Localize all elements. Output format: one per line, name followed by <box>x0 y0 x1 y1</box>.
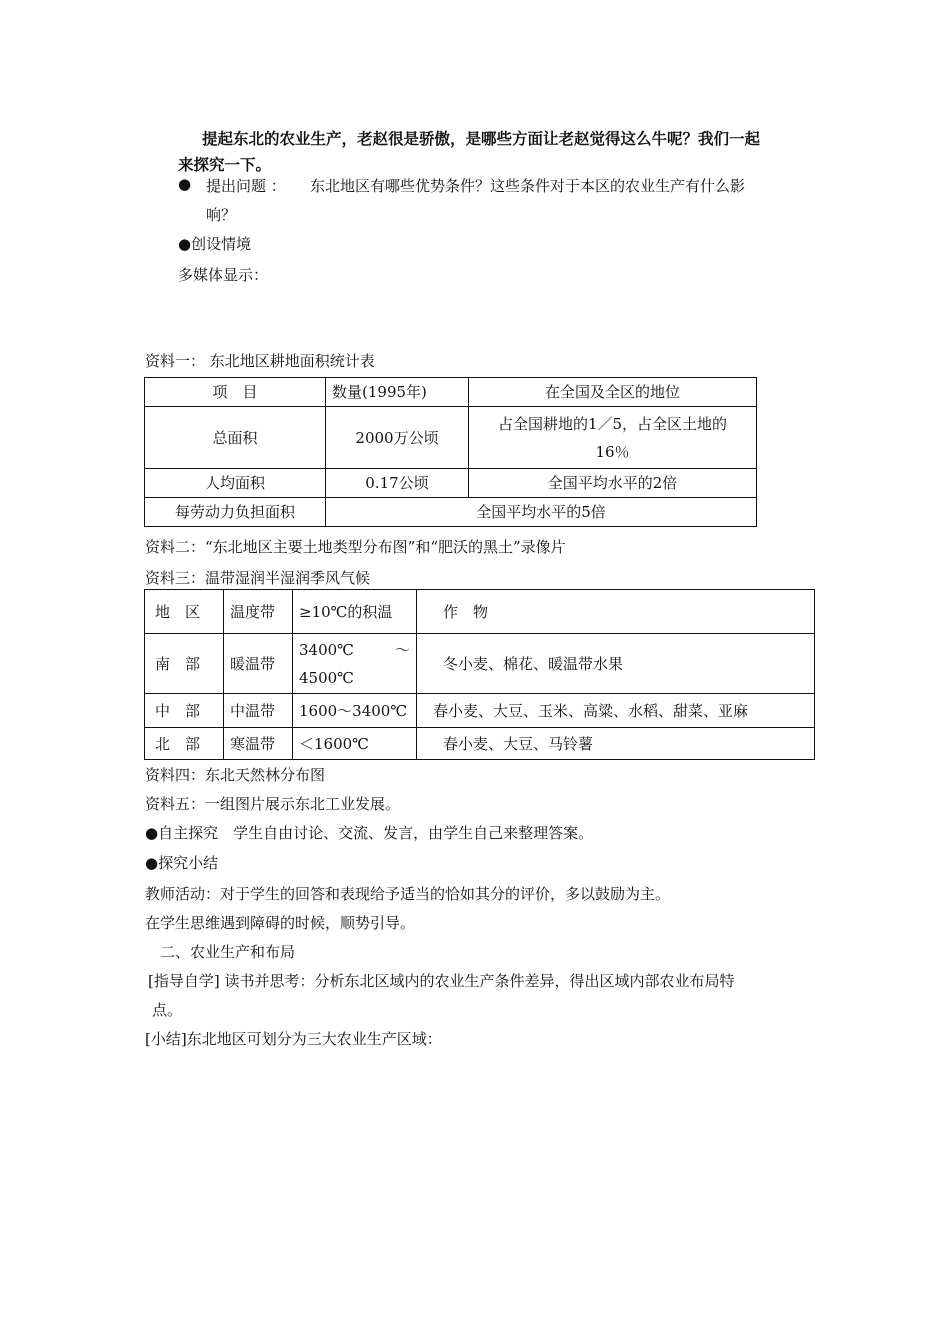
inquiry-text: ●自主探究 学生自由讨论、交流、发言，由学生自己来整理答案。 <box>145 824 594 842</box>
cell-status <box>469 407 757 469</box>
material-3-title <box>145 567 370 588</box>
summary-heading: ●探究小结 <box>145 854 219 872</box>
intro-line-1: 提起东北的农业生产，老赵很是骄傲，是哪些方面让老赵觉得这么牛呢？我们一起 <box>202 130 761 148</box>
cell-amount: 2000万公顷 <box>326 407 469 469</box>
teacher-activity: 教师活动：对于学生的回答和表现给予适当的恰如其分的评价，多以鼓励为主。 <box>145 885 671 903</box>
cell-crops: 春小麦、大豆、马铃薯 <box>417 728 815 760</box>
cell-temp: 1600～3400℃ <box>293 694 417 728</box>
cell-crops: 春小麦、大豆、玉米、高粱、水稻、甜菜、亚麻 <box>417 694 815 728</box>
table-header-row <box>145 378 757 407</box>
material-3-climate: 温带湿润半湿润季风气候 <box>205 569 371 587</box>
material-3-prefix: 资料三： <box>145 569 206 587</box>
intro-line-2: 来探究一下。 <box>178 156 272 174</box>
conclusion-text: [小结]东北地区可划分为三大农业生产区域： <box>145 1030 442 1048</box>
guided-study-line-2: 点。 <box>152 1001 183 1019</box>
table-row <box>145 469 757 498</box>
cell-zone: 暖温带 <box>224 634 293 694</box>
cell-zone: 寒温带 <box>224 728 293 760</box>
multimedia-heading: 多媒体显示： <box>178 266 269 284</box>
cell-zone: 中温带 <box>224 694 293 728</box>
table-row <box>145 498 757 527</box>
cell-temp <box>293 634 417 694</box>
cell-temp: ＜1600℃ <box>293 728 417 760</box>
cell-merged-status: 全国平均水平的5倍 <box>326 498 757 527</box>
question-label: 提出问题 ： <box>206 177 286 195</box>
cell-region: 南 部 <box>145 634 224 694</box>
guided-study-line-1: [指导自学] 读书并思考：分析东北区域内的农业生产条件差异，得出区域内部农业布局特 <box>148 972 735 990</box>
table-row <box>145 634 815 694</box>
guidance-text: 在学生思维遇到障碍的时候，顺势引导。 <box>145 914 416 932</box>
material-5: 资料五：一组图片展示东北工业发展。 <box>145 795 401 813</box>
cell-item: 人均面积 <box>145 469 326 498</box>
header-item: 项 目 <box>145 378 326 407</box>
question-text-line-1: 东北地区有哪些优势条件？这些条件对于本区的农业生产有什么影 <box>310 177 746 195</box>
cell-temp-end: 4500℃ <box>299 668 354 687</box>
material-4: 资料四：东北天然林分布图 <box>145 766 326 784</box>
cell-status: 全国平均水平的2倍 <box>469 469 757 498</box>
header-amount: 数量(1995年) <box>326 378 469 407</box>
farmland-table <box>144 377 757 527</box>
scenario-heading: ●创设情境 <box>178 235 252 253</box>
cell-region: 中 部 <box>145 694 224 728</box>
table-row <box>145 728 815 760</box>
header-status: 在全国及全区的地位 <box>469 378 757 407</box>
cell-item: 每劳动力负担面积 <box>145 498 326 527</box>
climate-table <box>144 589 815 760</box>
header-temp: ≥10℃的积温 <box>293 590 417 634</box>
cell-status-line-1: 占全国耕地的1／5，占全区土地的 <box>497 414 728 433</box>
cell-temp-separator: ～ <box>394 640 410 659</box>
header-region: 地 区 <box>145 590 224 634</box>
cell-item: 总面积 <box>145 407 326 469</box>
cell-temp-start: 3400℃ <box>299 640 354 659</box>
table-header-row <box>145 590 815 634</box>
material-1-title: 资料一： 东北地区耕地面积统计表 <box>145 352 375 370</box>
header-zone: 温度带 <box>224 590 293 634</box>
section-2-title: 二、农业生产和布局 <box>160 943 296 961</box>
header-crops: 作 物 <box>417 590 815 634</box>
cell-status-line-2: 16％ <box>595 442 630 461</box>
question-text-line-2: 响？ <box>206 206 237 224</box>
cell-amount: 0.17公顷 <box>326 469 469 498</box>
cell-region: 北 部 <box>145 728 224 760</box>
table-row <box>145 694 815 728</box>
material-2: 资料二：“东北地区主要土地类型分布图”和“肥沃的黑土”录像片 <box>145 538 566 556</box>
cell-crops: 冬小麦、棉花、暖温带水果 <box>417 634 815 694</box>
question-bullet: ● <box>178 175 192 193</box>
table-row <box>145 407 757 469</box>
